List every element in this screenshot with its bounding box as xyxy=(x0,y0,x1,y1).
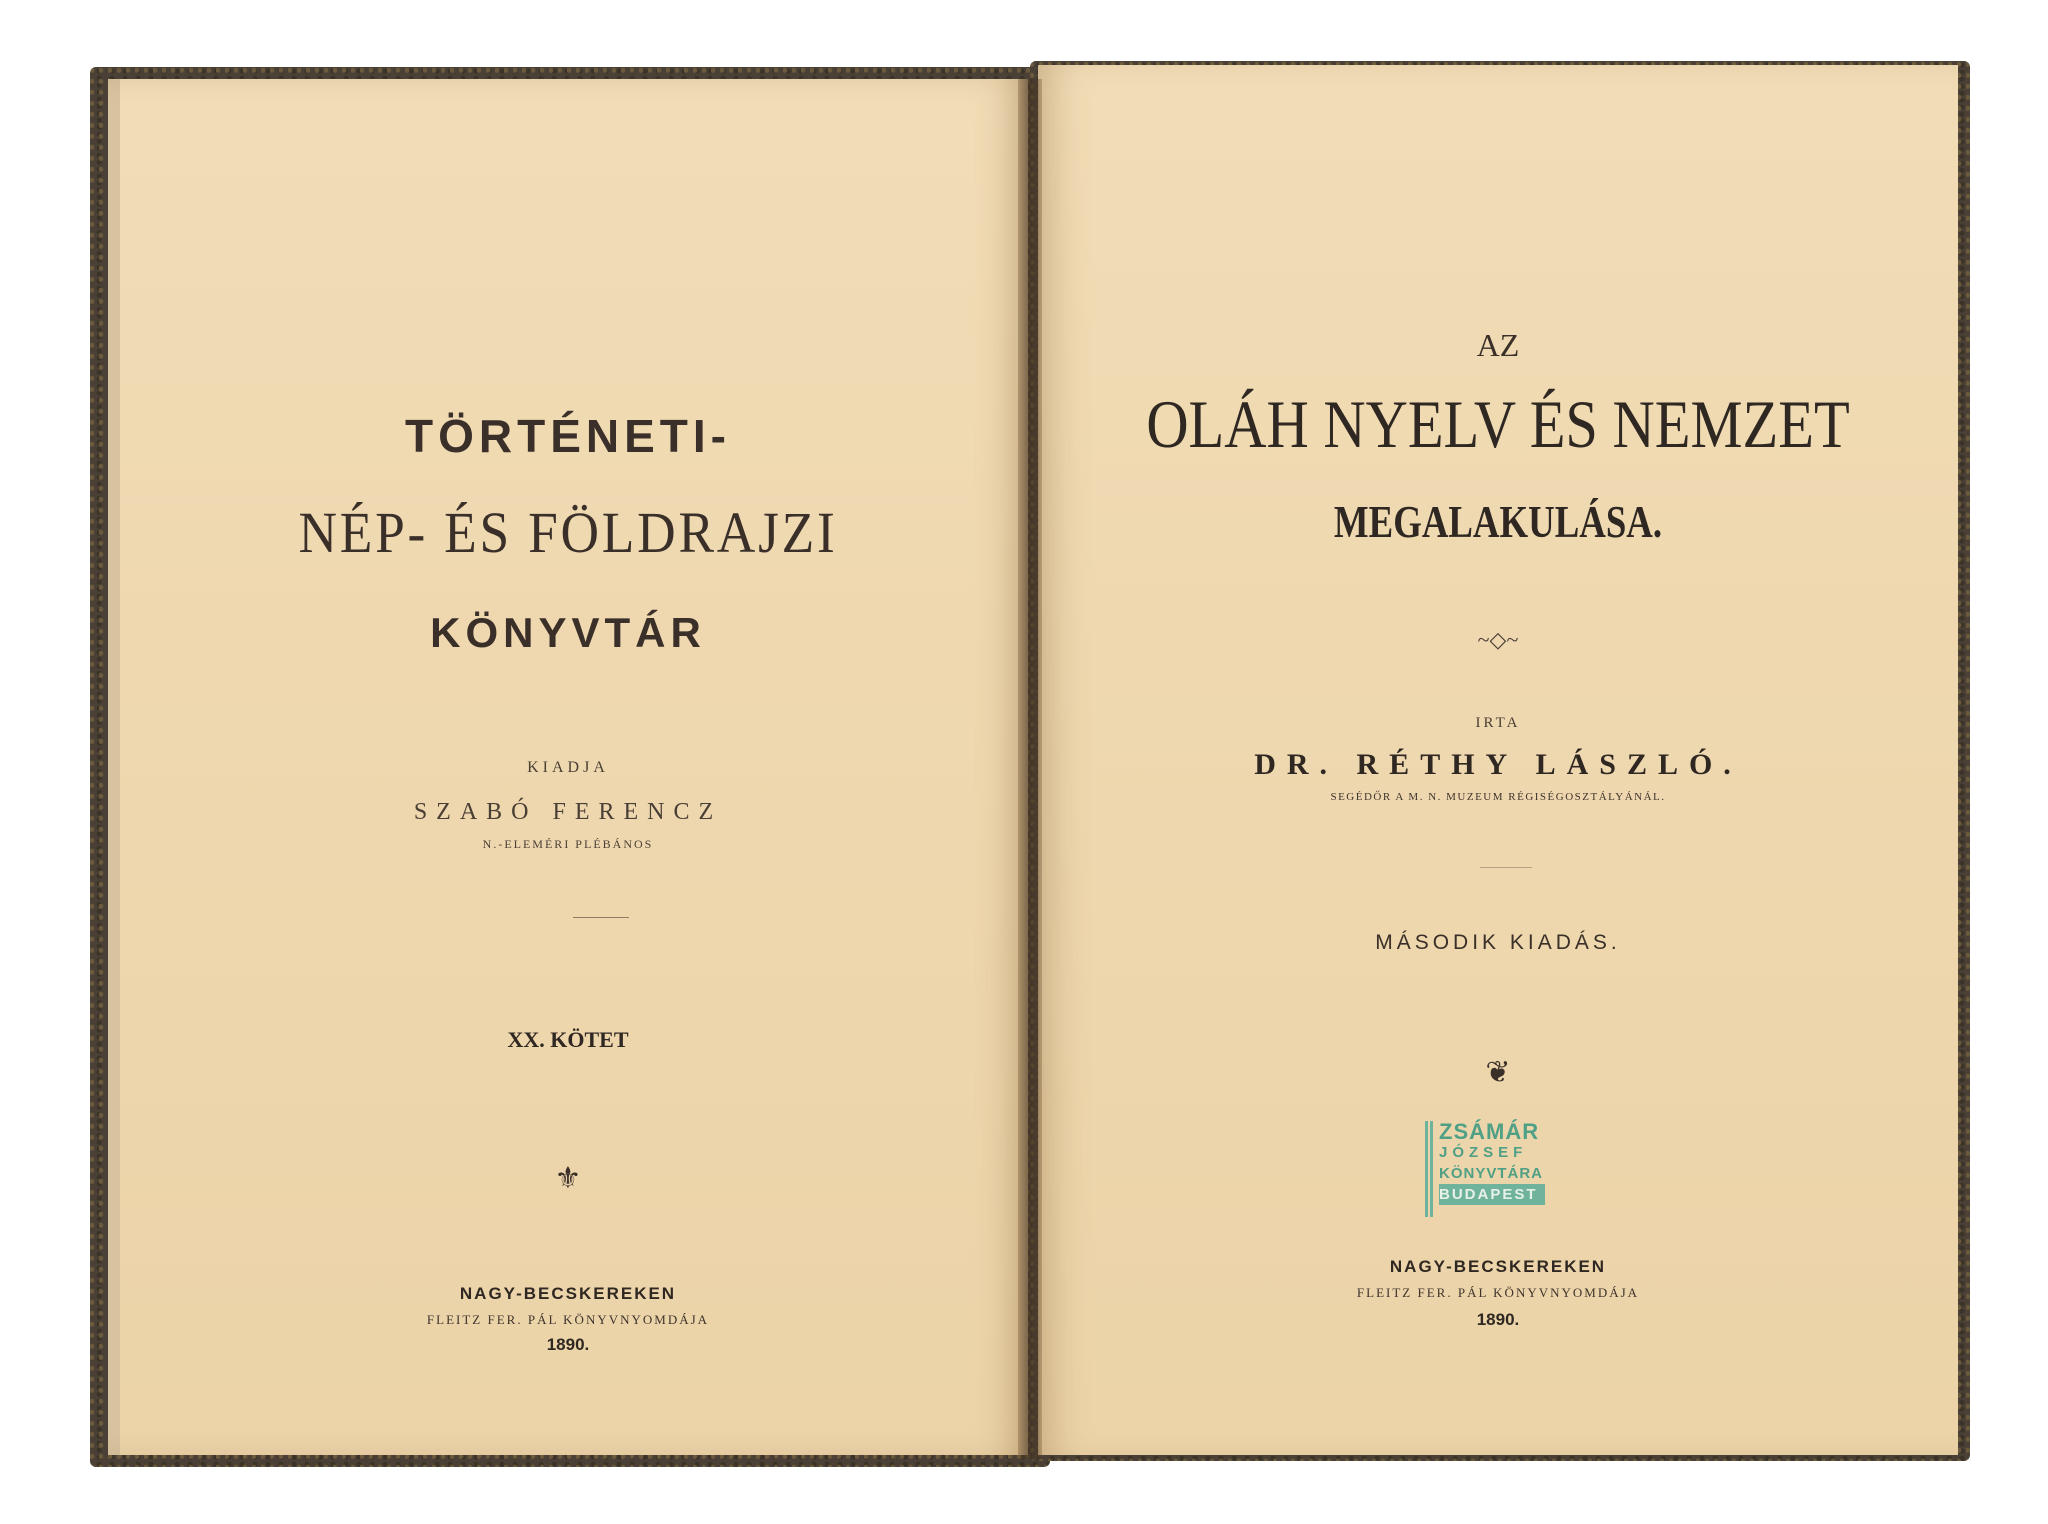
series-title-line-1: TÖRTÉNETI- xyxy=(405,410,731,462)
imprint-year: 1890. xyxy=(1476,1310,1520,1329)
author-title: SEGÉDŐR A M. N. MUZEUM RÉGISÉGOSZTÁLYÁNÁL. xyxy=(1330,791,1666,803)
kiadja-label: KIADJA xyxy=(527,759,609,776)
volume-number: XX. KÖTET xyxy=(507,1027,629,1052)
publisher-title: N.-ELEMÉRI PLÉBÁNOS xyxy=(482,837,654,851)
left-page xyxy=(108,79,1028,1455)
right-page xyxy=(1038,65,1958,1455)
open-book xyxy=(90,55,1970,1475)
imprint-place: NAGY-BECSKEREKEN xyxy=(1389,1257,1607,1276)
book-gutter xyxy=(1018,79,1042,1459)
divider-rule xyxy=(1480,867,1532,868)
edition-label: MÁSODIK KIADÁS. xyxy=(1375,931,1621,954)
stamp-line-1: ZSÁMÁR xyxy=(1439,1119,1540,1144)
imprint-year: 1890. xyxy=(546,1335,590,1354)
series-title-line-3: KÖNYVTÁR xyxy=(430,609,706,656)
imprint-place: NAGY-BECSKEREKEN xyxy=(459,1284,677,1303)
stamp-line-3: KÖNYVTÁRA xyxy=(1439,1165,1544,1182)
imprint-printer: FLEITZ FER. PÁL KÖNYVNYOMDÁJA xyxy=(426,1312,710,1327)
flourish-ornament-icon: ~◇~ xyxy=(1477,627,1519,652)
irta-label: IRTA xyxy=(1475,715,1521,731)
fleuron-ornament-icon: ❦ xyxy=(1485,1056,1511,1089)
stamp-line-4: BUDAPEST xyxy=(1439,1184,1545,1205)
library-stamp xyxy=(1425,1121,1545,1217)
divider-rule xyxy=(573,917,629,918)
stamp-line-2: JÓZSEF xyxy=(1439,1144,1528,1161)
author-name: DR. RÉTHY LÁSZLÓ. xyxy=(1254,748,1742,781)
book-title-line-1: OLÁH NYELV ÉS NEMZET xyxy=(1146,386,1850,462)
series-title-line-2: NÉP- ÉS FÖLDRAJZI xyxy=(298,500,838,565)
imprint-printer: FLEITZ FER. PÁL KÖNYVNYOMDÁJA xyxy=(1356,1285,1640,1300)
title-prefix: AZ xyxy=(1476,327,1520,363)
book-title-line-2: MEGALAKULÁSA. xyxy=(1333,496,1663,547)
printer-ornament-icon: ⚜ xyxy=(554,1162,582,1195)
publisher-name: SZABÓ FERENCZ xyxy=(413,799,723,825)
